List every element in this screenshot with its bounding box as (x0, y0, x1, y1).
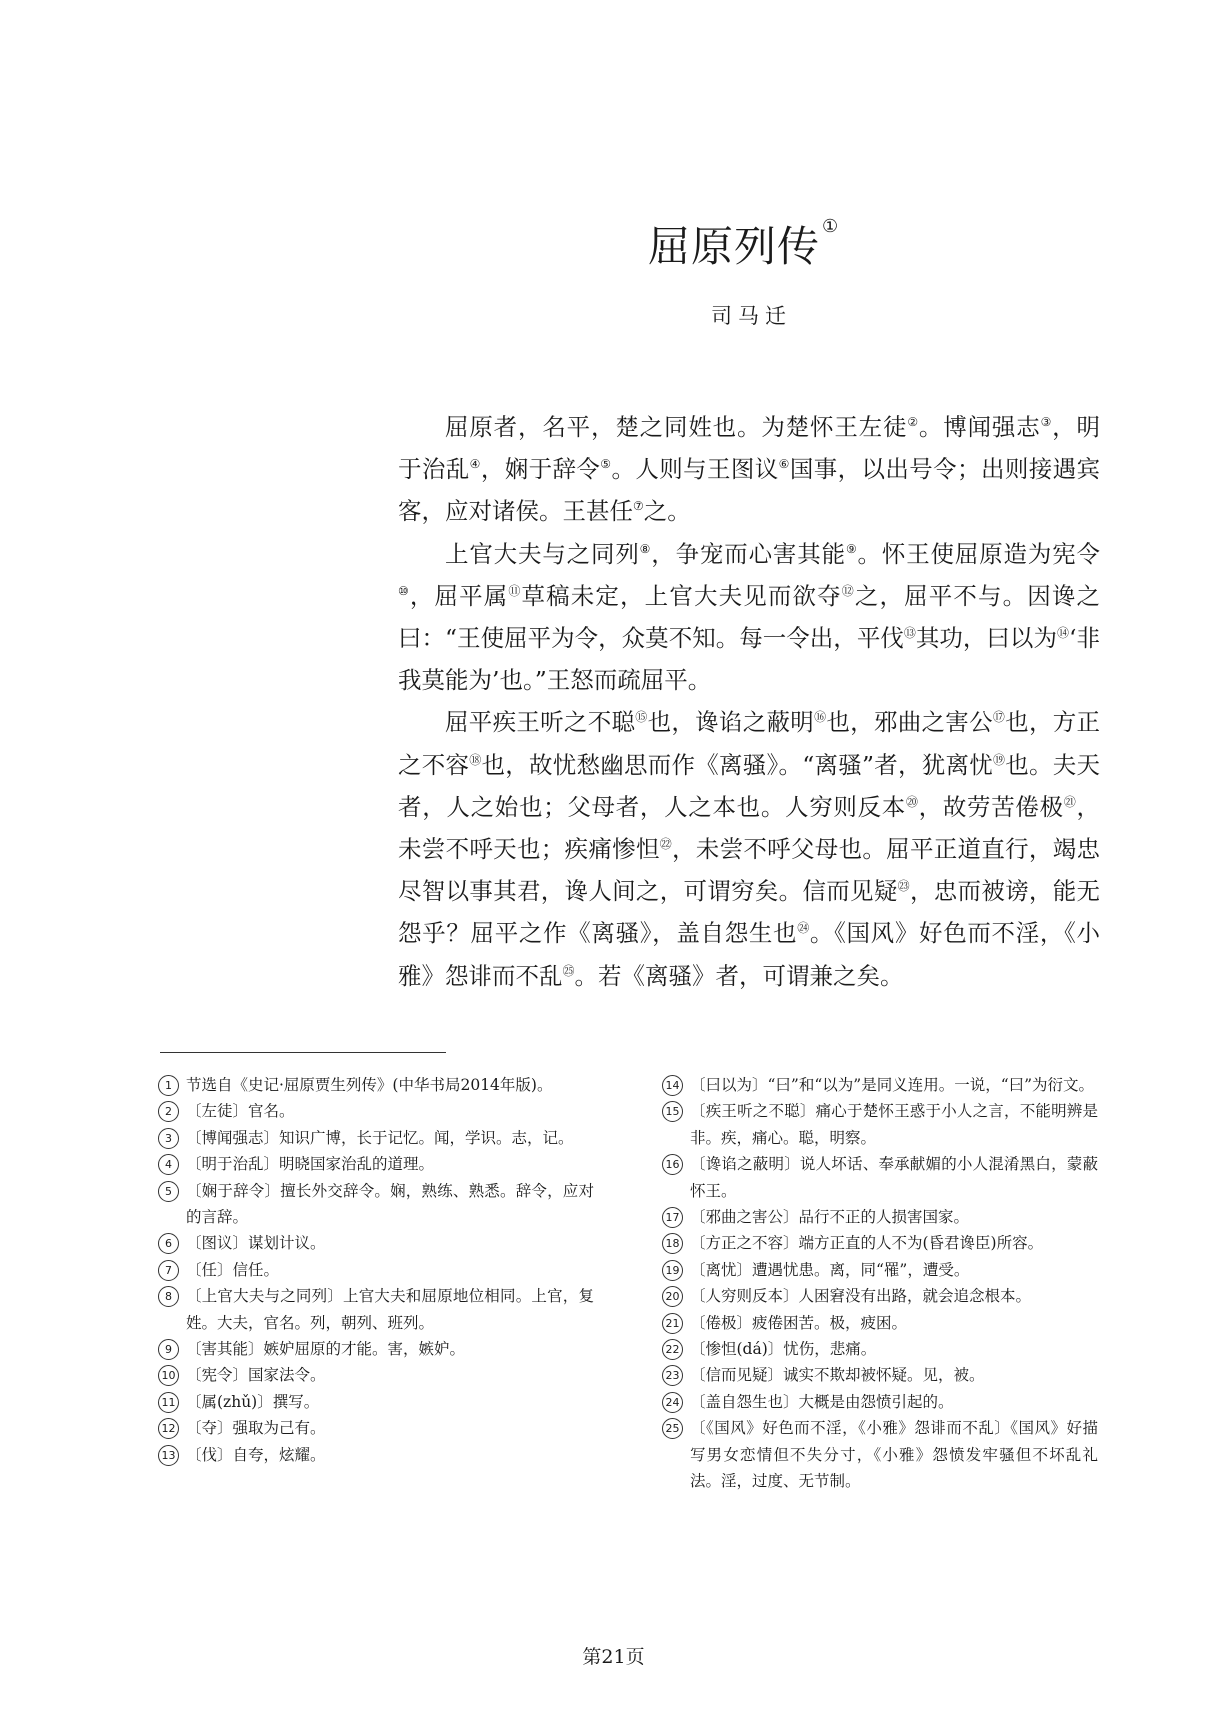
footnote-marker: ⑯ (814, 710, 827, 725)
footnote-marker: ⑪ (508, 583, 522, 598)
footnote-number: 15 (662, 1101, 683, 1122)
footnote (158, 1415, 594, 1441)
footnote (158, 1336, 594, 1362)
footnote (662, 1415, 1098, 1494)
footnote-marker: ⑧ (639, 541, 652, 556)
footnote-text: 〔信而见疑〕诚实不欺却被怀疑。见，被。 (690, 1366, 985, 1385)
text-segment: 其功，曰以为 (915, 624, 1057, 653)
text-segment: 也，邪曲之害公 (826, 708, 993, 737)
footnote (662, 1072, 1098, 1098)
article-title: 屈原列传 ① (648, 216, 840, 271)
footnote-marker: ⑤ (600, 457, 612, 472)
footnote-marker: ⑮ (635, 710, 648, 725)
text-segment: ，忠而被谤，能无怨乎？屈平之作《离骚》，盖自怨生也 (398, 877, 1101, 948)
footnote-text: 〔属(zhǔ)〕撰写。 (186, 1392, 320, 1411)
footnote-number: 3 (158, 1128, 179, 1149)
footnote-text: 〔邪曲之害公〕品行不正的人损害国家。 (690, 1208, 970, 1227)
footnote (662, 1098, 1098, 1151)
footnote-marker: ㉑ (1063, 795, 1077, 809)
footnote (158, 1389, 594, 1415)
footnote-text: 〔明于治乱〕明晓国家治乱的道理。 (186, 1155, 435, 1174)
footnote-number: 18 (662, 1233, 683, 1254)
text-segment: 。怀王使屈原造为宪令 (857, 539, 1101, 568)
footnote (662, 1204, 1098, 1230)
footnote-marker: ⑰ (992, 710, 1006, 725)
footnote-number: 9 (158, 1339, 179, 1360)
text-segment: 也。夫天者，人之始也；父母者，人之本也。人穷则反本 (398, 750, 1100, 821)
footnote-number: 10 (158, 1365, 179, 1386)
footnote-number: 23 (662, 1365, 683, 1386)
footnote-text: 〔博闻强志〕知识广博，长于记忆。闻，学识。志，记。 (186, 1128, 574, 1147)
footnote-marker: ⑦ (633, 499, 644, 514)
footnote-text: 〔盖自怨生也〕大概是由怨愤引起的。 (690, 1392, 954, 1411)
title-footnote-marker: ① (822, 216, 840, 237)
footnote-number: 6 (158, 1233, 179, 1254)
footnote-text: 〔离忧〕遭遇忧患。离，同“罹”，遭受。 (690, 1260, 970, 1279)
text-segment: ，明于治乱 (398, 413, 1101, 484)
footnote-text: 〔图议〕谋划计议。 (186, 1234, 326, 1253)
footnotes-right-column (662, 1072, 1098, 1495)
footnote-marker: ㉒ (659, 837, 673, 852)
footnote-text: 〔娴于辞令〕擅长外交辞令。娴，熟练、熟悉。辞令，应对的言辞。 (186, 1181, 594, 1227)
footnote (158, 1362, 594, 1388)
footnote (158, 1178, 594, 1231)
footnote-marker: ⑫ (841, 583, 855, 598)
text-segment: 。若《离骚》者，可谓兼之矣。 (574, 961, 904, 990)
footnote (662, 1151, 1098, 1204)
footnote-divider (160, 1052, 446, 1053)
footnote-marker: ㉕ (562, 963, 575, 978)
main-text (398, 406, 1100, 997)
footnote-marker: ㉔ (797, 921, 810, 936)
footnote-text: 〔人穷则反本〕人困窘没有出路，就会追念根本。 (690, 1287, 1032, 1306)
text-segment: ，娴于辞令 (480, 455, 601, 484)
text-segment: ，故劳苦倦极 (918, 792, 1064, 821)
footnote-number: 5 (158, 1181, 179, 1202)
footnote-text: 〔夺〕强取为己有。 (186, 1419, 326, 1438)
footnote-number: 20 (662, 1286, 683, 1307)
text-segment: 也，方正之不容 (398, 708, 1101, 779)
text-segment: 国事，以出号令；出则接遇宾客，应对诸侯。王甚任 (398, 455, 1101, 526)
paragraph (398, 701, 1100, 996)
footnote-number: 1 (158, 1075, 179, 1096)
footnote-marker: ⑱ (469, 752, 482, 767)
footnote-number: 12 (158, 1418, 179, 1439)
footnote-number: 14 (662, 1075, 683, 1096)
text-segment: 之，屈平不与。因谗之曰：“王使屈平为令，众莫不知。每一令出，平伐 (398, 581, 1101, 653)
footnote-marker: ⑭ (1056, 626, 1069, 641)
text-segment: 也，故忧愁幽思而作《离骚》。“离骚”者，犹离忧 (481, 750, 993, 779)
paragraph (398, 406, 1100, 533)
text-segment: ，屈平属 (409, 581, 509, 610)
footnote-number: 11 (158, 1392, 179, 1413)
footnote (662, 1230, 1098, 1256)
author-name: 司马迁 (711, 304, 792, 328)
footnote-number: 22 (662, 1339, 683, 1360)
footnote-text: 〔谗谄之蔽明〕说人坏话、奉承献媚的小人混淆黑白，蒙蔽怀王。 (690, 1155, 1098, 1200)
text-segment: 之。 (643, 497, 691, 526)
footnote-text: 〔宪令〕国家法令。 (186, 1366, 326, 1385)
footnote-number: 8 (158, 1286, 179, 1307)
text-segment: 上官大夫与之同列 (445, 539, 640, 568)
footnote-marker: ⑩ (398, 583, 410, 598)
footnote (158, 1257, 594, 1283)
footnotes-left-column (158, 1072, 594, 1468)
text-segment: 草稿未定，上官大夫见而欲夺 (521, 581, 842, 610)
page-number: 第21页 (582, 1646, 645, 1668)
footnote-number: 21 (662, 1313, 683, 1334)
footnote (662, 1283, 1098, 1309)
footnote-text: 〔方正之不容〕端方正直的人不为(昏君谗臣)所容。 (690, 1234, 1044, 1253)
footnote (158, 1072, 594, 1098)
text-segment: 。《国风》好色而不淫，《小雅》怨诽而不乱 (398, 919, 1100, 990)
footnote (662, 1362, 1098, 1388)
footnote-text: 〔伐〕自夸，炫耀。 (186, 1445, 326, 1464)
footnote-marker: ⑨ (845, 541, 858, 556)
text-segment: ，未尝不呼父母也。屈平正道直行，竭忠尽智以事其君，谗人间之，可谓穷矣。信而见疑 (398, 835, 1100, 906)
footnote (158, 1098, 594, 1124)
text-segment: ‘非我莫能为’也。”王怒而疏屈平。 (398, 624, 1100, 695)
footnote (158, 1283, 594, 1336)
footnote-number: 4 (158, 1154, 179, 1175)
footnote-number: 2 (158, 1101, 179, 1122)
footnote (158, 1125, 594, 1151)
footnote-number: 24 (662, 1392, 683, 1413)
text-segment: 屈平疾王听之不聪 (445, 708, 636, 737)
footnote-text: 〔倦极〕疲倦困苦。极，疲困。 (690, 1313, 908, 1332)
text-segment: 屈原者，名平，楚之同姓也。为楚怀王左徒 (445, 413, 908, 441)
text-segment: 。博闻强志 (918, 413, 1041, 441)
footnote-text: 〔害其能〕嫉妒屈原的才能。害，嫉妒。 (186, 1340, 466, 1359)
footnote (662, 1310, 1098, 1336)
footnote-text: 节选自《史记·屈原贾生列传》(中华书局2014年版)。 (186, 1076, 553, 1094)
text-segment: 。人则与王图议 (611, 455, 779, 484)
paragraph (398, 533, 1100, 702)
footnote (158, 1151, 594, 1177)
footnote-marker: ③ (1040, 415, 1053, 430)
footnote-number: 17 (662, 1207, 683, 1228)
footnote-number: 13 (158, 1445, 179, 1466)
footnote-marker: ㉓ (897, 879, 910, 894)
footnote-text: 〔《国风》好色而不淫，《小雅》怨诽而不乱〕《国风》好描写男女恋情但不失分寸，《小雅》怨愤发牢骚但不坏乱礼法。淫，过度、无节制。 (690, 1419, 1098, 1491)
footnote (662, 1389, 1098, 1415)
footnote-marker: ⑥ (778, 457, 790, 472)
footnote-text: 〔任〕信任。 (186, 1260, 280, 1279)
footnote-marker: ⑳ (905, 795, 919, 809)
footnote-text: 〔疾王听之不聪〕痛心于楚怀王惑于小人之言，不能明辨是非。疾，痛心。聪，明察。 (690, 1102, 1098, 1147)
footnote-text: 〔惨怛(dá)〕忧伤，悲痛。 (690, 1340, 877, 1359)
footnote-text: 〔曰以为〕“曰”和“以为”是同义连用。一说，“曰”为衍文。 (690, 1076, 1095, 1094)
footnote-number: 7 (158, 1260, 179, 1281)
footnote-number: 19 (662, 1260, 683, 1281)
footnote (158, 1442, 594, 1468)
footnote (158, 1230, 594, 1256)
footnote-marker: ⑲ (992, 752, 1006, 767)
footnote-text: 〔上官大夫与之同列〕上官大夫和屈原地位相同。上官，复姓。大夫，官名。列，朝列、班列。 (186, 1287, 594, 1332)
footnote-text: 〔左徒〕官名。 (186, 1102, 295, 1121)
footnote (662, 1336, 1098, 1362)
text-segment: ，未尝不呼天也；疾痛惨怛 (398, 792, 1101, 864)
text-segment: ，争宠而心害其能 (651, 539, 846, 568)
footnote-marker: ④ (469, 457, 481, 472)
footnote-number: 16 (662, 1154, 683, 1175)
text-segment: 也，谗谄之蔽明 (647, 708, 815, 737)
footnote-number: 25 (662, 1418, 683, 1439)
footnote-marker: ② (907, 415, 919, 430)
footnote (662, 1257, 1098, 1283)
footnote-marker: ⑬ (903, 626, 916, 641)
